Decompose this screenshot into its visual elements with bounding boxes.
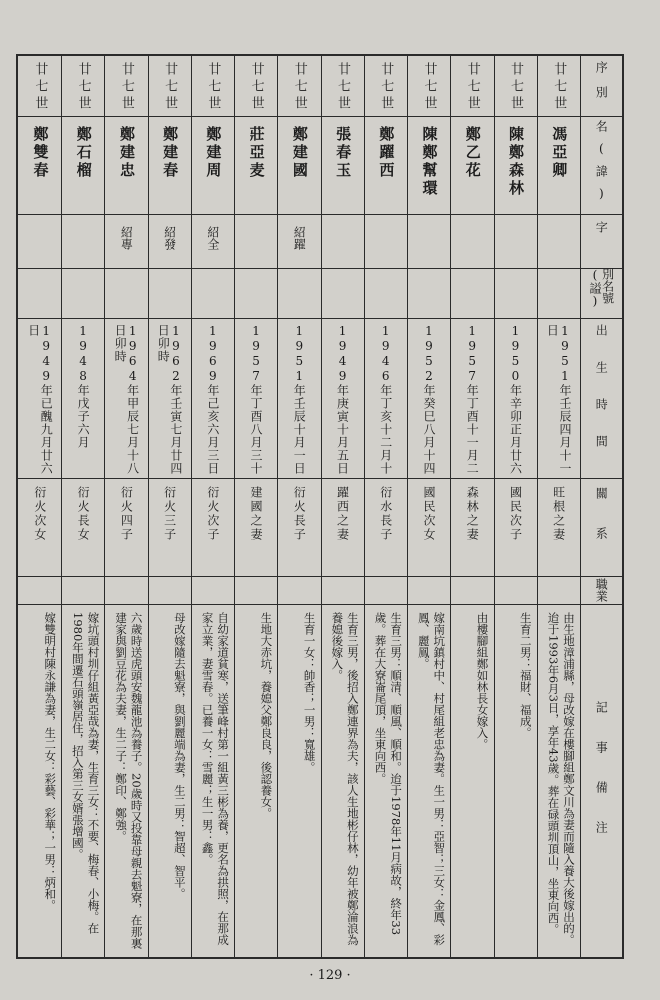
cell-zi — [148, 214, 191, 268]
cell-alias — [234, 268, 277, 318]
cell-text: 廿七世 — [248, 62, 264, 113]
cell-text: 1969年己亥六月三日 — [205, 324, 220, 475]
cell-text: 紹躍 — [292, 226, 307, 250]
cell-birth — [321, 318, 364, 478]
cell-alias — [321, 268, 364, 318]
cell-alias — [104, 268, 147, 318]
person-name: 鄭躍西 — [377, 126, 396, 180]
cell-birth — [191, 318, 234, 478]
cell-text: 衍火次女 — [32, 486, 47, 542]
header-cell-notes — [580, 604, 622, 957]
cell-alias — [537, 268, 580, 318]
cell-alias — [364, 268, 407, 318]
cell-relation — [450, 478, 493, 576]
cell-text: 生育二男：福財、福成。 — [518, 612, 533, 739]
cell-zi — [277, 214, 320, 268]
cell-job — [364, 576, 407, 604]
cell-notes — [364, 604, 407, 957]
cell-text: 衍水長子 — [378, 486, 393, 542]
cell-text: 建國之妻 — [249, 486, 264, 542]
cell-alias — [277, 268, 320, 318]
header-label: 記事備注 — [594, 700, 609, 861]
cell-name — [450, 116, 493, 214]
cell-text: 衍火長子 — [292, 486, 307, 542]
cell-text: 自幼家道貧寒，送筆峰村第一組黃三彬為養，更名為拱照，在那成家立業，妻雪春。已養一女：雪麗；生一男：鑫。 — [200, 612, 231, 946]
cell-zi — [191, 214, 234, 268]
header-label: 關系 — [594, 487, 609, 567]
cell-alias — [494, 268, 537, 318]
cell-text: 廿七世 — [464, 62, 480, 113]
cell-birth — [407, 318, 450, 478]
cell-name — [191, 116, 234, 214]
cell-text: 衍火長女 — [76, 486, 91, 542]
cell-job — [61, 576, 104, 604]
cell-text: 生育三男：順清、順風、順和。迨于1978年11月病故，終年33歲。葬在大寮崙尾頂，坐東向西。 — [373, 612, 404, 936]
cell-text: 國民次女 — [421, 486, 436, 542]
cell-text: 1951年壬辰四月十一日 — [545, 324, 572, 475]
cell-text: 國民次子 — [508, 486, 523, 542]
cell-job — [104, 576, 147, 604]
cell-alias — [61, 268, 104, 318]
cell-job — [191, 576, 234, 604]
cell-relation — [148, 478, 191, 576]
cell-text: 廿七世 — [507, 62, 523, 113]
cell-gen — [494, 56, 537, 116]
person-name: 張春玉 — [334, 126, 353, 180]
cell-zi — [450, 214, 493, 268]
cell-text: 1946年丁亥十二月十 — [378, 324, 393, 475]
cell-zi — [364, 214, 407, 268]
cell-notes — [61, 604, 104, 957]
cell-text: 1957年丁酉八月三十 — [249, 324, 264, 475]
cell-text: 衍火三子 — [162, 486, 177, 542]
person-name: 鄭建國 — [290, 126, 309, 180]
person-name: 鄭石榴 — [74, 126, 93, 180]
cell-text: 1957年丁酉十一月二 — [465, 324, 480, 475]
cell-text: 躍西之妻 — [335, 486, 350, 542]
cell-text: 廿七世 — [205, 62, 221, 113]
cell-text: 旺根之妻 — [551, 486, 566, 542]
cell-job — [494, 576, 537, 604]
cell-text: 衍火四子 — [119, 486, 134, 542]
cell-text: 1949年庚寅十月五日 — [335, 324, 350, 475]
cell-text: 森林之妻 — [465, 486, 480, 542]
cell-gen — [537, 56, 580, 116]
cell-text: 嫁雙明村陳永謙為妻，生二女：彩藝、彩華；一男：炳和。 — [43, 612, 58, 911]
page-number: · 129 · — [309, 968, 351, 983]
cell-text: 廿七世 — [291, 62, 307, 113]
cell-text: 六歲時送虎頭安魏龍池為養子。20歲時又投靠母親去魁寮，在那裏建家與劉豆花為夫妻，生二子：鄭印、鄭強。 — [114, 612, 144, 949]
cell-birth — [277, 318, 320, 478]
header-label: 序別 — [594, 61, 609, 111]
header-label: 別名號(謚) — [588, 268, 615, 308]
cell-zi — [104, 214, 147, 268]
cell-text: 1964年甲辰七月十八日卯時 — [113, 324, 140, 475]
cell-birth — [537, 318, 580, 478]
cell-birth — [364, 318, 407, 478]
cell-gen — [61, 56, 104, 116]
cell-name — [537, 116, 580, 214]
cell-zi — [234, 214, 277, 268]
cell-gen — [148, 56, 191, 116]
cell-notes — [18, 604, 61, 957]
cell-birth — [234, 318, 277, 478]
cell-job — [537, 576, 580, 604]
cell-birth — [450, 318, 493, 478]
cell-name — [234, 116, 277, 214]
cell-relation — [537, 478, 580, 576]
cell-gen — [234, 56, 277, 116]
cell-zi — [18, 214, 61, 268]
cell-text: 生地大赤坑，養媳父鄭良良，後認養女。 — [259, 612, 274, 819]
cell-notes — [537, 604, 580, 957]
person-name: 陳鄭森林 — [507, 126, 526, 198]
cell-text: 紹全 — [205, 226, 220, 250]
cell-job — [148, 576, 191, 604]
header-label: 出生時間 — [594, 324, 609, 472]
cell-notes — [321, 604, 364, 957]
person-name: 陳鄭幫環 — [420, 126, 439, 198]
cell-gen — [277, 56, 320, 116]
cell-relation — [191, 478, 234, 576]
cell-birth — [148, 318, 191, 478]
header-label: 字 — [594, 221, 609, 261]
header-cell-alias — [580, 268, 622, 318]
cell-notes — [148, 604, 191, 957]
person-name: 鄭乙花 — [463, 126, 482, 180]
cell-text: 廿七世 — [162, 62, 178, 113]
genealogy-table — [16, 54, 624, 959]
cell-birth — [494, 318, 537, 478]
cell-text: 廿七世 — [118, 62, 134, 113]
cell-relation — [104, 478, 147, 576]
cell-name — [364, 116, 407, 214]
cell-text: 1951年壬辰十月一日 — [292, 324, 307, 475]
cell-gen — [191, 56, 234, 116]
cell-zi — [537, 214, 580, 268]
cell-text: 1948年戊子六月 — [76, 324, 91, 449]
person-name: 鄭建忠 — [117, 126, 136, 180]
cell-relation — [321, 478, 364, 576]
cell-gen — [18, 56, 61, 116]
cell-text: 嫁南坑鎮村中、村尾組老忠為妻。生一男：亞智；三女：金鳳、彩鳳、麗鳳。 — [416, 612, 447, 946]
cell-text: 廿七世 — [378, 62, 394, 113]
cell-zi — [407, 214, 450, 268]
cell-gen — [104, 56, 147, 116]
cell-gen — [321, 56, 364, 116]
cell-birth — [104, 318, 147, 478]
cell-text: 1952年癸巳八月十四 — [421, 324, 436, 475]
cell-job — [450, 576, 493, 604]
cell-relation — [234, 478, 277, 576]
cell-text: 廿七世 — [32, 62, 48, 113]
cell-zi — [494, 214, 537, 268]
person-name: 馮亞卿 — [550, 126, 569, 180]
cell-birth — [61, 318, 104, 478]
cell-notes — [234, 604, 277, 957]
cell-zi — [61, 214, 104, 268]
cell-text: 1949年已醜九月廿六日 — [26, 324, 54, 475]
cell-name — [104, 116, 147, 214]
cell-name — [61, 116, 104, 214]
person-name: 鄭建周 — [204, 126, 223, 180]
header-cell-job — [580, 576, 622, 604]
cell-text: 紹發 — [162, 226, 177, 250]
cell-relation — [61, 478, 104, 576]
cell-name — [277, 116, 320, 214]
cell-relation — [18, 478, 61, 576]
cell-name — [494, 116, 537, 214]
header-cell-birth — [580, 318, 622, 478]
header-cell-gen — [580, 56, 622, 116]
cell-alias — [407, 268, 450, 318]
header-cell-name — [580, 116, 622, 214]
cell-text: 1950年辛卯正月廿六 — [508, 324, 523, 475]
cell-text: 生育三男，後招入鄭連界為夫，該人生地彬仔林，幼年被鄭淪浪為養媳後嫁入。 — [330, 612, 360, 946]
person-name: 鄭雙春 — [31, 126, 50, 180]
cell-text: 生育一女：帥香；一男：寬雄。 — [302, 612, 317, 773]
cell-alias — [450, 268, 493, 318]
header-label: 名(諱) — [594, 120, 609, 210]
cell-job — [277, 576, 320, 604]
cell-alias — [191, 268, 234, 318]
cell-text: 由樓腳組鄭如林長女嫁入。 — [475, 612, 490, 750]
cell-job — [407, 576, 450, 604]
header-label: 職業 — [594, 578, 609, 602]
cell-text: 廿七世 — [75, 62, 91, 113]
cell-text: 廿七世 — [421, 62, 437, 113]
cell-relation — [364, 478, 407, 576]
cell-birth — [18, 318, 61, 478]
cell-text: 由生地漳浦縣，母改嫁在樓腳組鄭文川為妻而隨入養大後嫁出的。迨于1993年6月3日，享年43歲。葬在碌頭圳頂山，坐東向西。 — [546, 612, 576, 946]
cell-gen — [450, 56, 493, 116]
cell-name — [148, 116, 191, 214]
cell-text: 嫁坑頭村圳仔組黃亞哉為妻，生育三女：不要、梅春、小梅。在1980年間遷石頭嶺居住，招入第三女婿張增國。 — [70, 612, 101, 934]
cell-notes — [277, 604, 320, 957]
cell-job — [18, 576, 61, 604]
person-name: 莊亞麦 — [247, 126, 266, 180]
header-cell-relation — [580, 478, 622, 576]
cell-text: 母改嫁隨去魁寮，與劉麗端為妻，生二男：智超、智平。 — [172, 612, 187, 900]
cell-text: 廿七世 — [335, 62, 351, 113]
cell-text: 衍火次子 — [205, 486, 220, 542]
cell-gen — [407, 56, 450, 116]
cell-alias — [18, 268, 61, 318]
cell-job — [234, 576, 277, 604]
cell-name — [407, 116, 450, 214]
cell-text: 1962年壬寅七月廿四日卯時 — [156, 324, 183, 475]
cell-name — [18, 116, 61, 214]
person-name: 鄭建春 — [161, 126, 180, 180]
cell-notes — [494, 604, 537, 957]
cell-name — [321, 116, 364, 214]
cell-text: 廿七世 — [551, 62, 567, 113]
cell-job — [321, 576, 364, 604]
cell-text: 紹專 — [119, 226, 134, 250]
cell-relation — [407, 478, 450, 576]
cell-notes — [191, 604, 234, 957]
cell-notes — [104, 604, 147, 957]
cell-alias — [148, 268, 191, 318]
cell-gen — [364, 56, 407, 116]
cell-zi — [321, 214, 364, 268]
header-cell-zi — [580, 214, 622, 268]
cell-notes — [450, 604, 493, 957]
cell-relation — [277, 478, 320, 576]
cell-notes — [407, 604, 450, 957]
cell-relation — [494, 478, 537, 576]
